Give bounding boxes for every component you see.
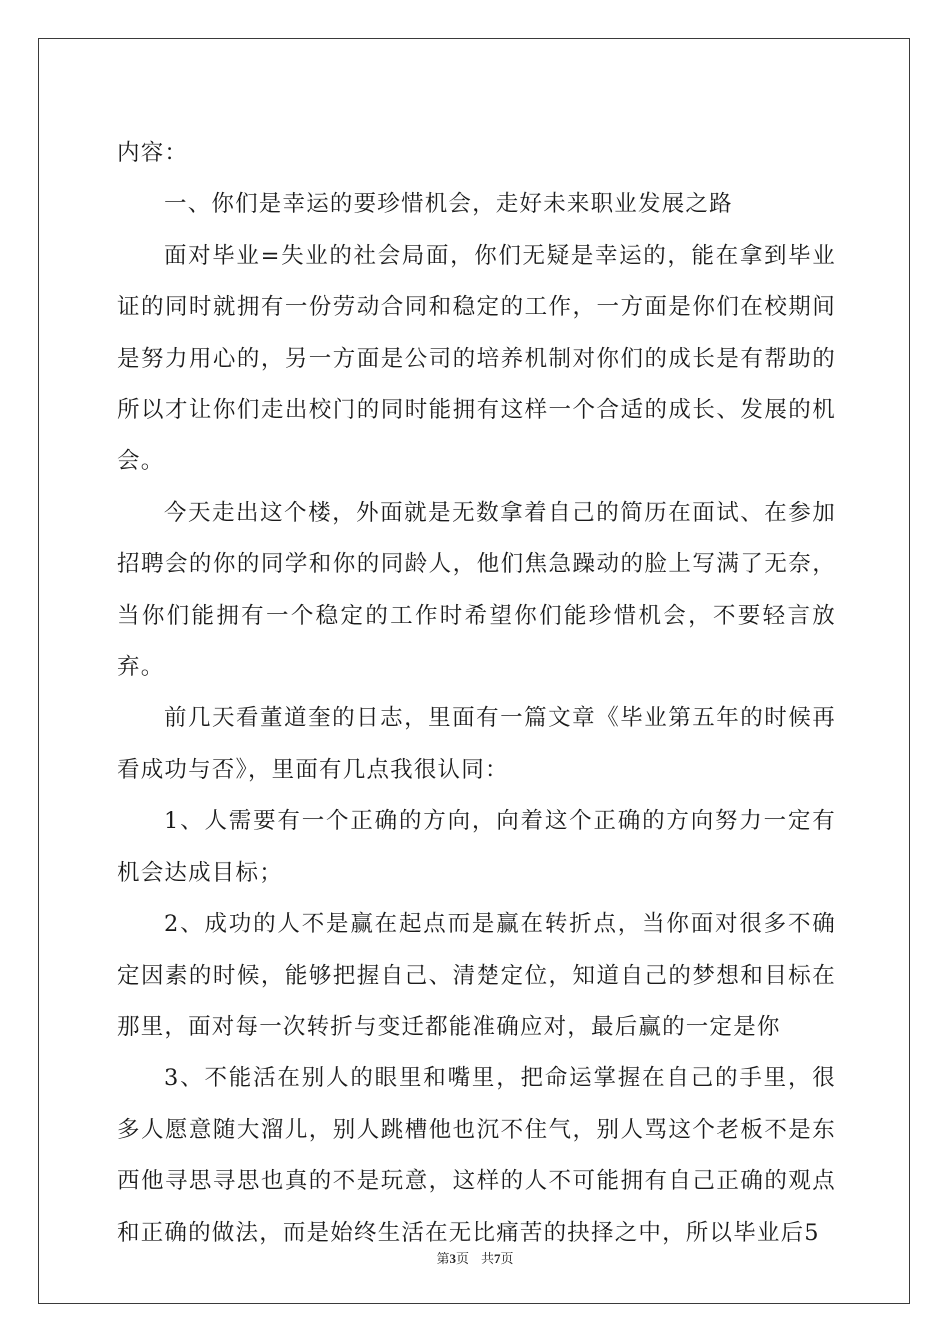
paragraph-list-item: 3、不能活在别人的眼里和嘴里，把命运掌握在自己的手里，很多人愿意随大溜儿，别人跳槽他也沉不住气，别人骂这个老板不是东西他寻思寻思也真的不是玩意，这样的人不可能拥有自己正确的观点和正确的做法，而是始终生活在无比痛苦的抉择之中，所以毕业后5 <box>117 1065 836 1246</box>
paragraph-list-item: 1、人需要有一个正确的方向，向着这个正确的方向努力一定有机会达成目标； <box>117 808 836 886</box>
total-prefix: 共 <box>481 1252 495 1267</box>
paragraph: 前几天看董道奎的日志，里面有一篇文章《毕业第五年的时候再看成功与否》，里面有几点我很认同： <box>117 705 836 783</box>
page-footer <box>0 1248 950 1267</box>
paragraph: 面对毕业=失业的社会局面，你们无疑是幸运的，能在拿到毕业证的同时就拥有一份劳动合同和稳定的工作，一方面是你们在校期间是努力用心的，另一方面是公司的培养机制对你们的成长是有帮助的所以才让你们走出校门的同时能拥有这样一个合适的成长、发展的机会。 <box>117 242 836 475</box>
document-body <box>117 128 836 1259</box>
page-total: 7 <box>494 1251 501 1266</box>
paragraph-list-item: 2、成功的人不是赢在起点而是赢在转折点，当你面对很多不确定因素的时候，能够把握自己、清楚定位，知道自己的梦想和目标在那里，面对每一次转折与变迁都能准确应对，最后赢的一定是你 <box>117 911 836 1040</box>
paragraph-heading: 一、你们是幸运的要珍惜机会，走好未来职业发展之路 <box>164 191 733 218</box>
page-suffix: 页 <box>455 1252 469 1267</box>
page-current: 3 <box>449 1251 456 1266</box>
paragraph-label: 内容： <box>117 140 189 166</box>
total-suffix: 页 <box>500 1252 514 1267</box>
paragraph: 今天走出这个楼，外面就是无数拿着自己的简历在面试、在参加招聘会的你的同学和你的同龄人，他们焦急躁动的脸上写满了无奈，当你们能拥有一个稳定的工作时希望你们能珍惜机会，不要轻言放弃。 <box>117 499 836 681</box>
page-prefix: 第 <box>436 1252 450 1267</box>
